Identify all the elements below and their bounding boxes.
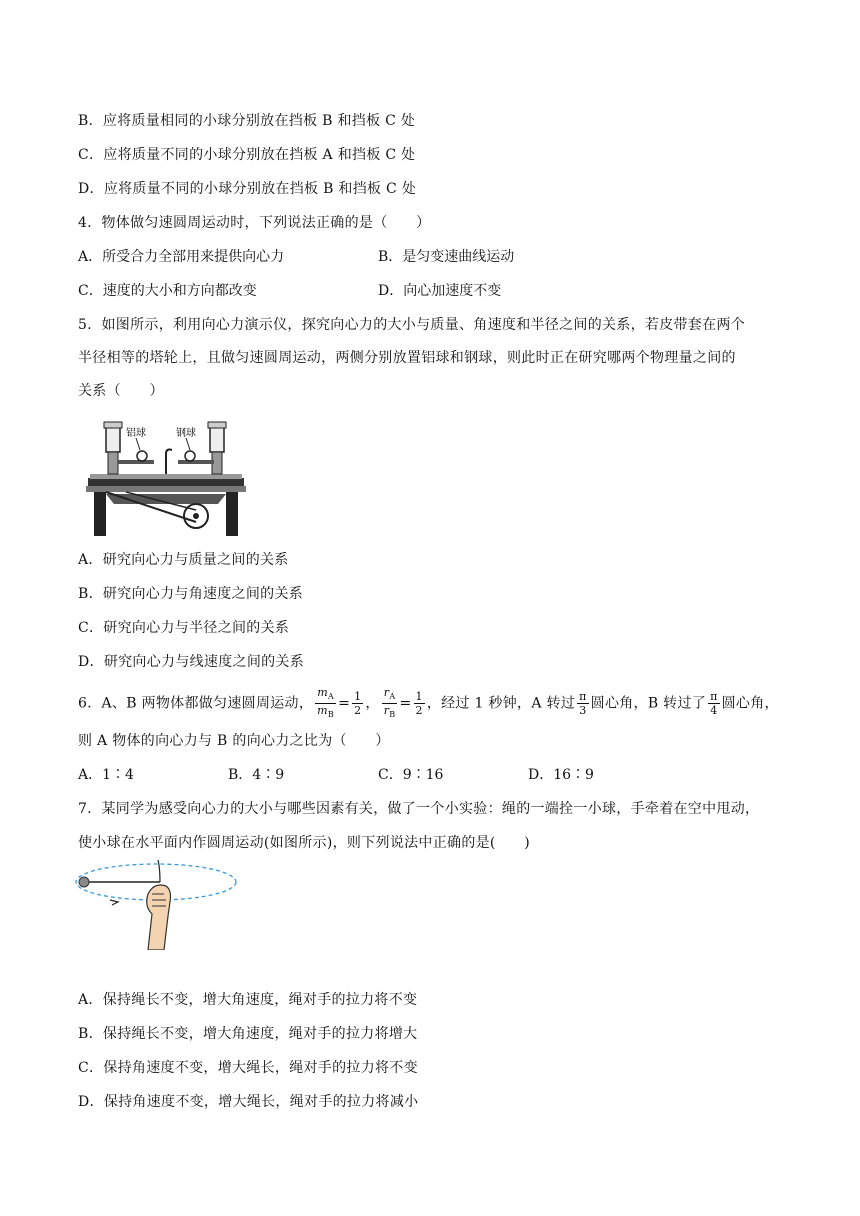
q6-option-d: D．16∶9 [528,767,594,783]
q5-option-d: D．研究向心力与线速度之间的关系 [78,654,305,670]
pi-over-4-fraction: $\frac{\pi}{4}$ [710,690,718,718]
q5-option-a: A．研究向心力与质量之间的关系 [78,552,289,568]
label-aluminum-ball: 铝球 [126,428,146,439]
pi-over-3-fraction: $\frac{\pi}{3}$ [579,690,587,718]
q7-option-a: A．保持绳长不变，增大角速度，绳对手的拉力将不变 [78,992,418,1008]
q4-option-a: A．所受合力全部用来提供向心力 [78,249,285,265]
q5-stem-line-3: 关系（ ） [78,383,164,399]
q5-option-b: B．研究向心力与角速度之间的关系 [78,586,304,602]
q7-stem-line-2: 使小球在水平面内作圆周运动(如图所示)，则下列说法中正确的是( ) [78,835,531,851]
q6-option-a: A．1∶4 [78,767,134,783]
q6-stem-line-2: 则 A 物体的向心力与 B 的向心力之比为（ ） [78,733,390,749]
q7-option-b: B．保持绳长不变，增大角速度，绳对手的拉力将增大 [78,1026,418,1042]
q3-option-d: D．应将质量不同的小球分别放在挡板 B 和挡板 C 处 [78,181,417,197]
q4-option-c: C．速度的大小和方向都改变 [78,283,257,299]
q7-option-c: C．保持角速度不变，增大绳长，绳对手的拉力将不变 [78,1060,418,1076]
q6-option-b: B．4∶9 [228,767,285,783]
radius-ratio-fraction: $\frac{r_A}{r_B}$ [383,686,396,720]
half-fraction-2: $\frac{1}{2}$ [415,690,423,718]
q4-stem: 4．物体做匀速圆周运动时，下列说法正确的是（ ） [78,215,431,231]
q6-mid: ，经过 1 秒钟，A 转过 [426,695,576,712]
q5-stem-line-1: 5．如图所示，利用向心力演示仪，探究向心力的大小与质量、角速度和半径之间的关系，若皮带套在两个 [78,317,746,333]
q6-prefix: 6．A、B 两物体都做匀速圆周运动， [78,695,314,712]
q3-option-c: C．应将质量不同的小球分别放在挡板 A 和挡板 C 处 [78,147,416,163]
q6-stem-line-1: 6．A、B 两物体都做匀速圆周运动， $\frac{m_A}{m_B}$ = $\frac{1}{2}$ ， $\frac{r_A}{r_B}$ = $\frac{1}{2}$ ，经过 1 秒钟，A 转过 $\frac{\pi}{3}$ 圆心角，B 转过了 $\frac{\pi}{4}$ 圆心角， [78,686,779,720]
q3-option-b: B．应将质量相同的小球分别放在挡板 B 和挡板 C 处 [78,113,416,129]
q7-stem-line-1: 7．某同学为感受向心力的大小与哪些因素有关，做了一个小实验：绳的一端拴一小球，手牵着在空中甩动， [78,801,760,817]
label-steel-ball: 钢球 [176,428,196,439]
q5-stem-line-2: 半径相等的塔轮上，且做匀速圆周运动，两侧分别放置铝球和钢球，则此时正在研究哪两个物理量之间的 [78,350,736,366]
mass-ratio-fraction: $\frac{m_A}{m_B}$ [317,686,335,720]
q6-option-c: C．9∶16 [378,767,444,783]
q5-option-c: C．研究向心力与半径之间的关系 [78,620,290,636]
q4-option-d: D．向心加速度不变 [378,283,502,299]
q7-option-d: D．保持角速度不变，增大绳长，绳对手的拉力将减小 [78,1094,419,1110]
half-fraction: $\frac{1}{2}$ [354,690,362,718]
hand-swinging-ball-figure [74,860,240,950]
q4-option-b: B．是匀变速曲线运动 [378,249,515,265]
centripetal-force-apparatus-figure [86,418,246,536]
